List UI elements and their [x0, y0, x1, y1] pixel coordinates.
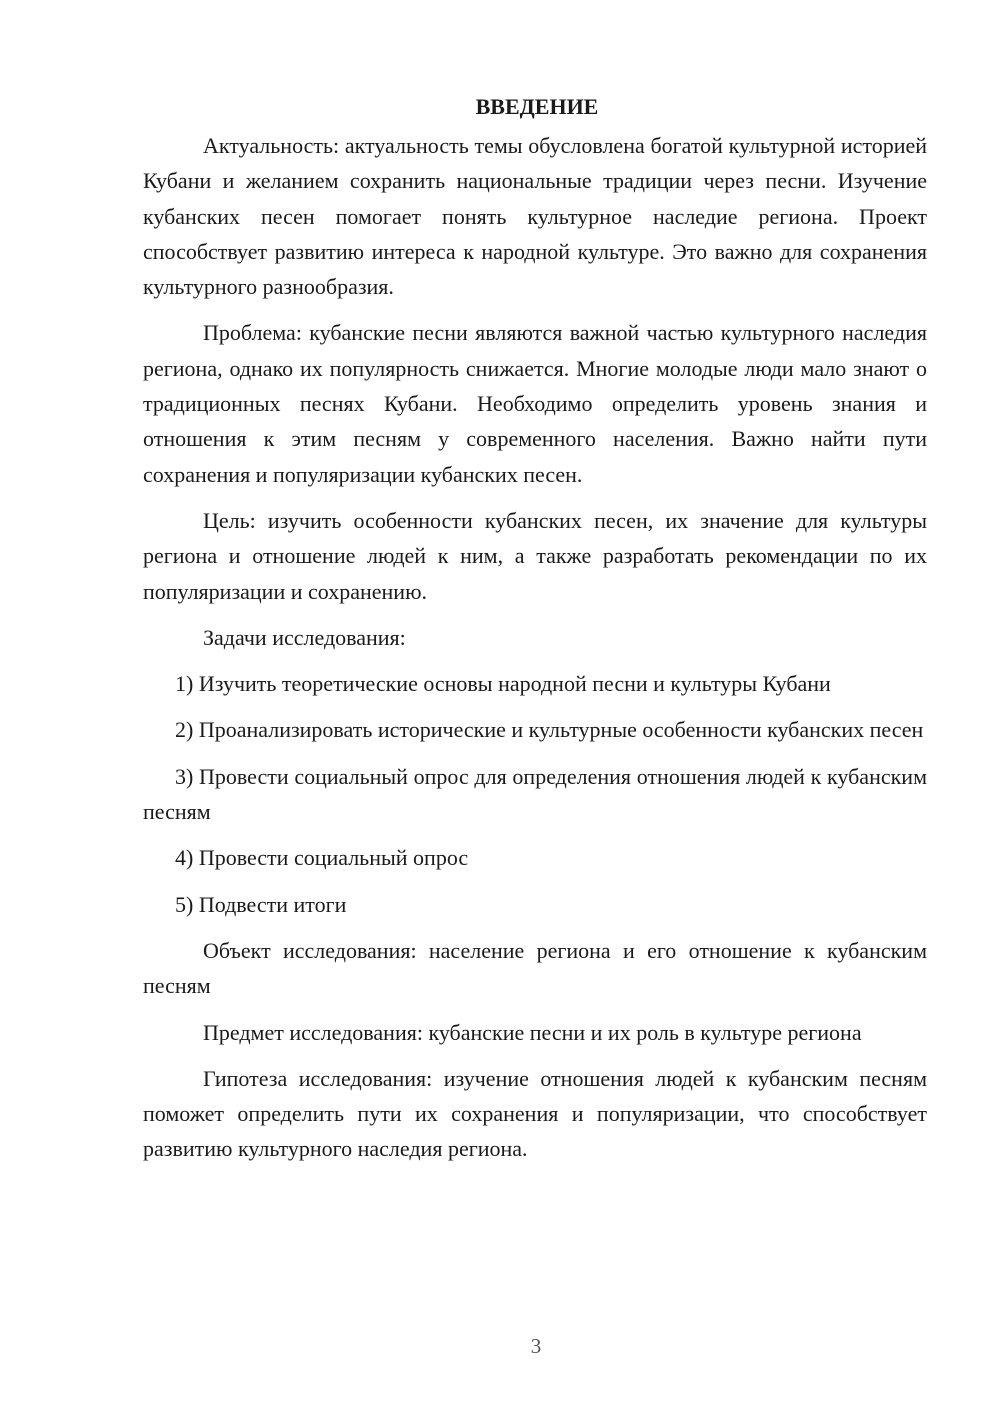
document-page [143, 92, 927, 1178]
task-item: 5) Подвести итоги [175, 891, 347, 917]
paragraph-hypothesis: Гипотеза исследования: изучение отношения людей к кубанским песням поможет определить пути их сохранения и популяризации, что способствует развитию культурного наследия региона. [143, 1065, 927, 1162]
task-item: 2) Проанализировать исторические и культурные особенности кубанских песен [175, 717, 924, 743]
page-number: 3 [530, 1334, 542, 1358]
task-item: 1) Изучить теоретические основы народной песни и культуры Кубани [175, 671, 831, 697]
paragraph-object: Объект исследования: население региона и его отношение к кубанским песням [143, 937, 927, 999]
task-item: 4) Провести социальный опрос [175, 845, 469, 871]
paragraph-relevance: Актуальность: актуальность темы обусловлена богатой культурной историей Кубани и желанием сохранить национальные традиции через песни. Изучение кубанских песен помогает понять культурное наследие региона. Проект способствует развитию интереса к народной культуре. Это важно для сохранения культурного разнообразия. [143, 133, 927, 300]
tasks-heading: Задачи исследования: [203, 624, 406, 650]
paragraph-problem: Проблема: кубанские песни являются важной частью культурного наследия региона, однако их популярность снижается. Многие молодые люди мало знают о традиционных песнях Кубани. Необходимо определить уровень знания и отношения к этим песням у современного населения. Важно найти пути сохранения и популяризации кубанских песен. [143, 320, 927, 487]
paragraph-subject: Предмет исследования: кубанские песни и их роль в культуре региона [203, 1019, 862, 1045]
task-item: 3) Провести социальный опрос для определения отношения людей к кубанским песням [143, 763, 927, 825]
section-title: ВВЕДЕНИЕ [475, 94, 599, 119]
paragraph-goal: Цель: изучить особенности кубанских песен, их значение для культуры региона и отношение людей к ним, а также разработать рекомендации по их популяризации и сохранению. [143, 507, 927, 604]
